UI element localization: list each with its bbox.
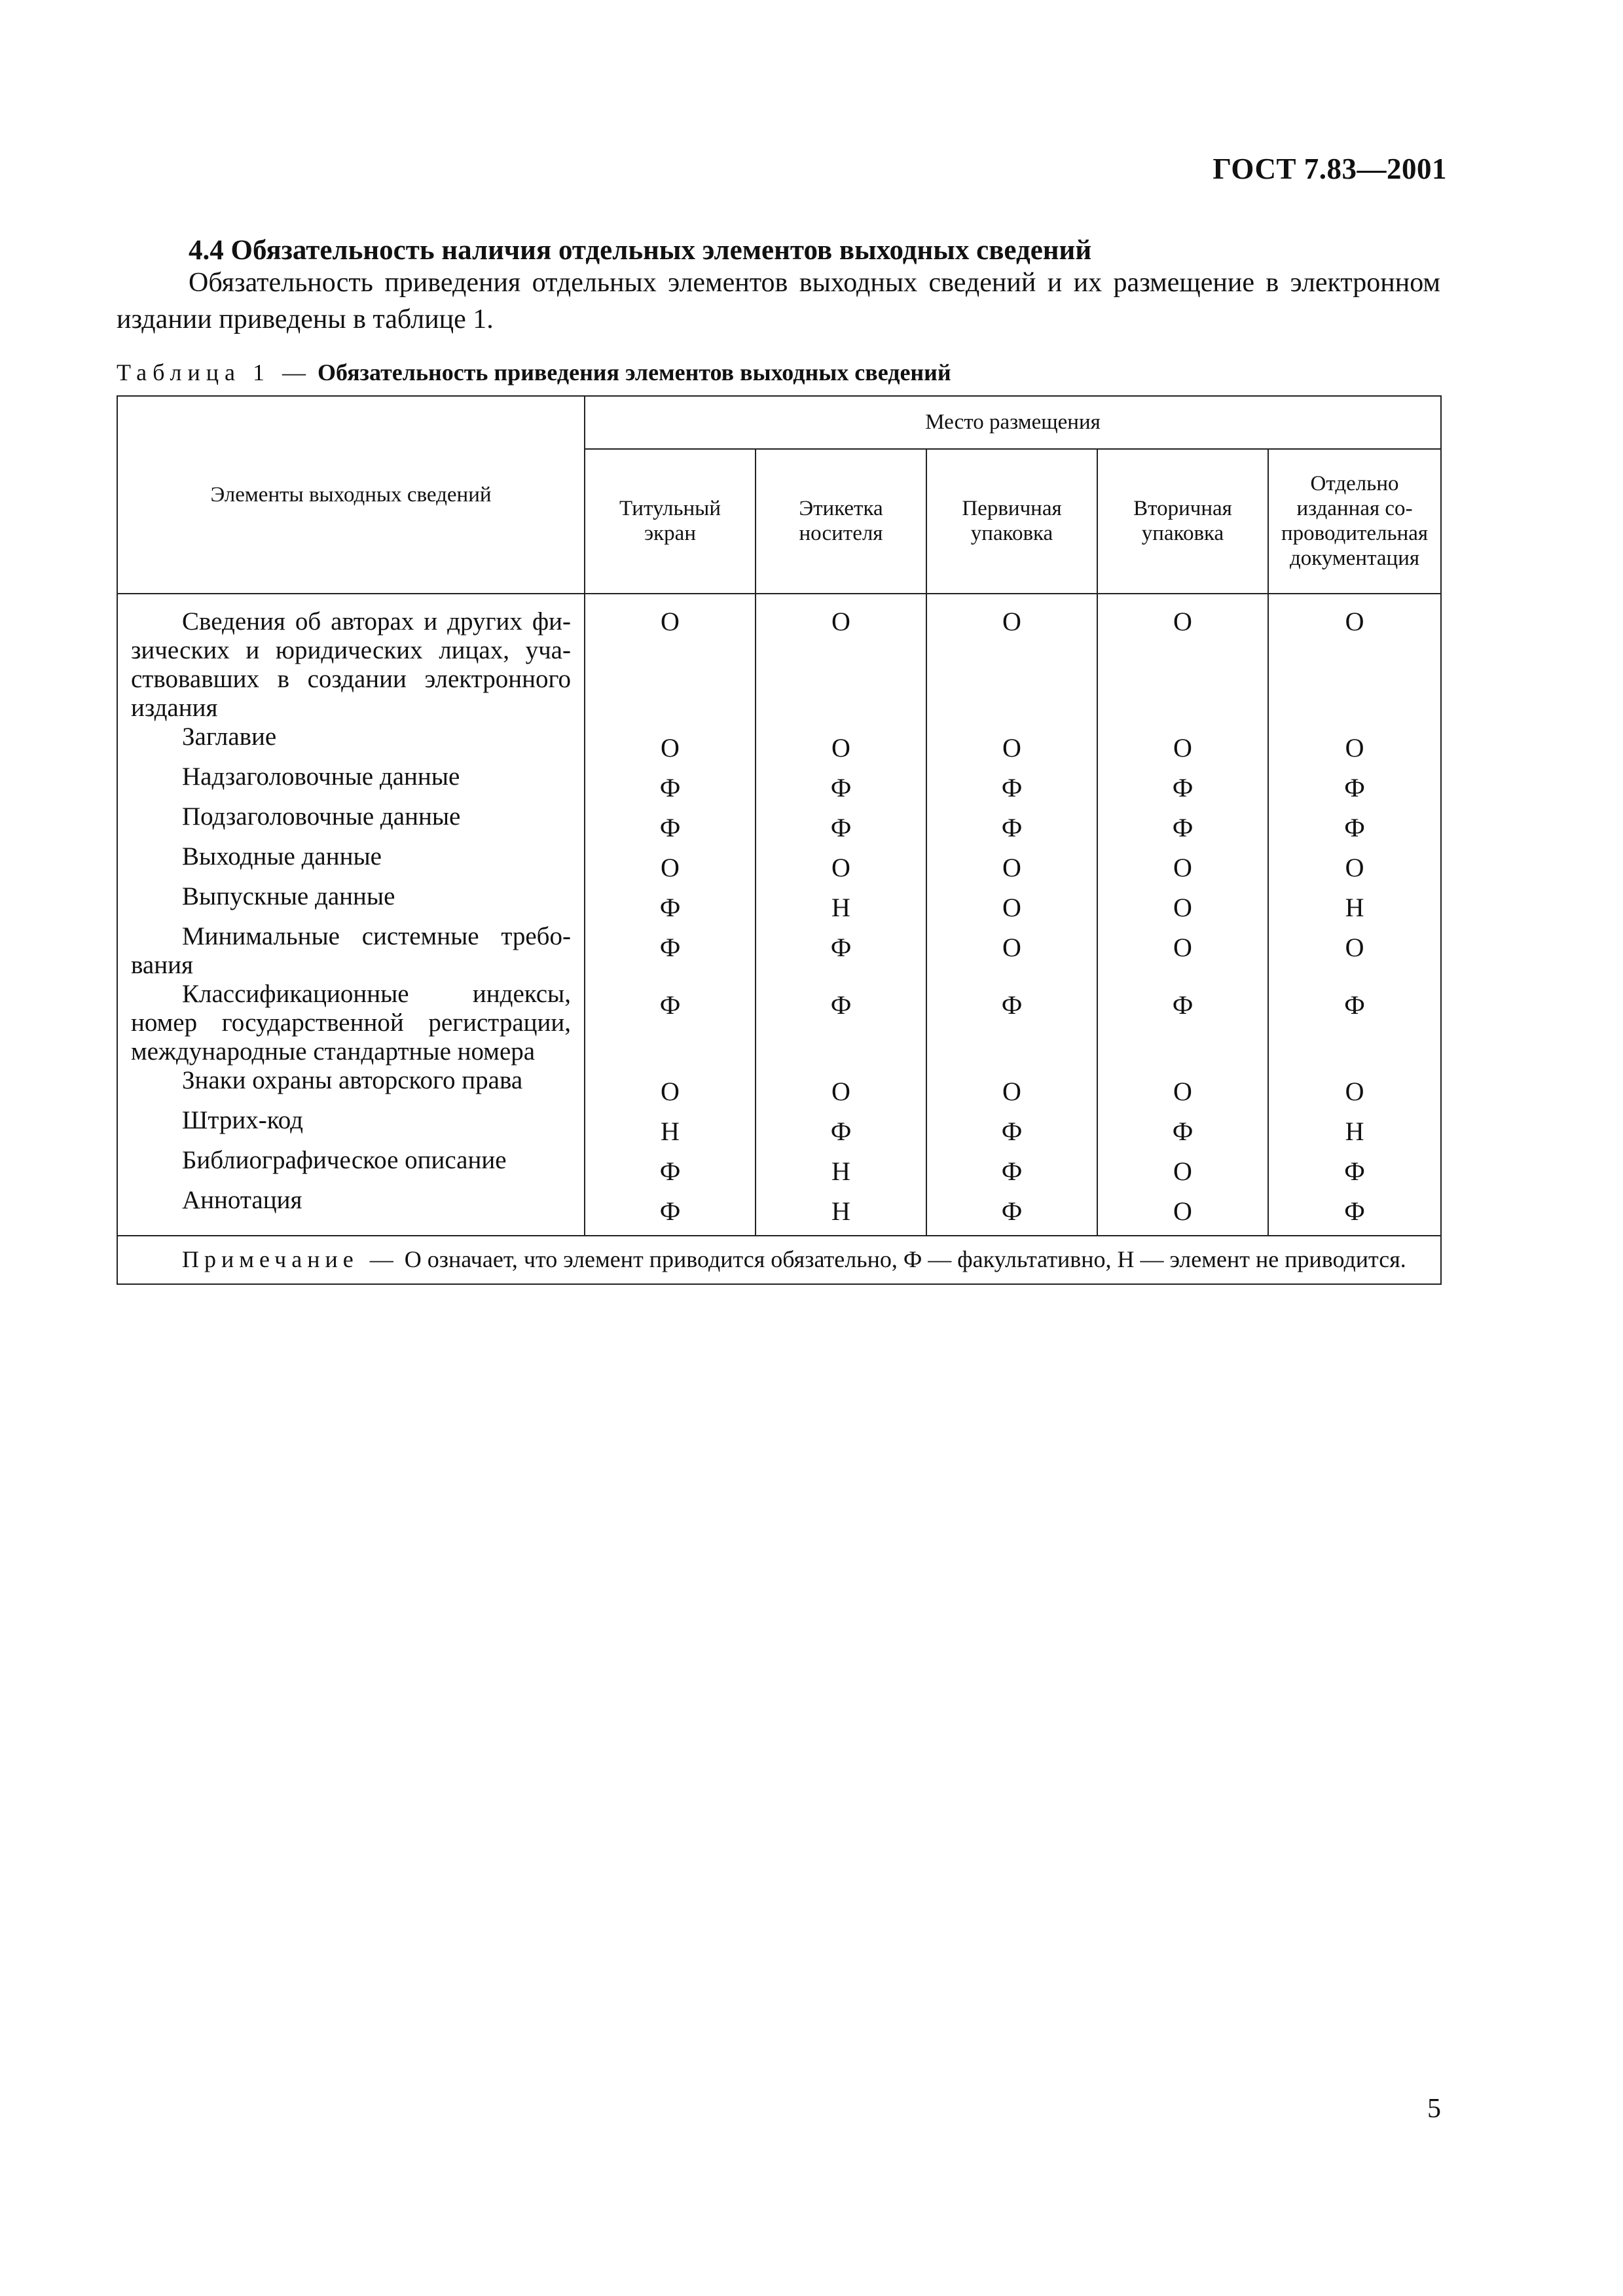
note-label: Примечание —: [182, 1246, 399, 1272]
cell-value: Ф: [1097, 980, 1268, 1066]
row-name: Надзаголовочные данные: [117, 762, 585, 802]
cell-value: О: [756, 1066, 926, 1106]
cell-value: О: [1097, 842, 1268, 882]
row-name: Выпускные данные: [117, 882, 585, 922]
table-row: [117, 1186, 1441, 1236]
table-row: [117, 842, 1441, 882]
table-row: [117, 1106, 1441, 1146]
table-row: [117, 594, 1441, 723]
cell-value: Ф: [926, 762, 1097, 802]
column-header-separate-docs: Отдельно изданная сопроводительная документация: [1268, 449, 1441, 594]
table-caption: [117, 357, 951, 387]
cell-value: Ф: [926, 1146, 1097, 1186]
table-note-row: [117, 1236, 1441, 1284]
cell-value: О: [926, 922, 1097, 980]
row-name: Выходные данные: [117, 842, 585, 882]
cell-value: Ф: [1097, 802, 1268, 842]
cell-value: Ф: [1097, 762, 1268, 802]
cell-value: Н: [756, 882, 926, 922]
cell-value: О: [1097, 594, 1268, 723]
cell-value: Ф: [926, 980, 1097, 1066]
cell-value: Ф: [585, 980, 756, 1066]
column-header-primary-package: Первичная упаковка: [926, 449, 1097, 594]
cell-value: Ф: [585, 922, 756, 980]
table-body: [117, 594, 1441, 1236]
cell-value: О: [756, 723, 926, 762]
cell-value: Ф: [756, 922, 926, 980]
cell-value: О: [1268, 1066, 1441, 1106]
cell-value: Ф: [585, 802, 756, 842]
table-caption-title: Обязательность приведения элементов выходных сведений: [317, 359, 951, 386]
row-name: Классификационные индексы, номер государственной регистрации, международные стандартные номера: [117, 980, 585, 1066]
column-header-media-label: Этикетка носителя: [756, 449, 926, 594]
cell-value: О: [926, 594, 1097, 723]
cell-value: Ф: [1268, 1146, 1441, 1186]
cell-value: О: [1097, 1146, 1268, 1186]
header-elements: Элементы выходных сведений: [117, 396, 585, 594]
table-caption-label: Таблица 1 —: [117, 359, 312, 386]
cell-value: О: [1097, 882, 1268, 922]
cell-value: О: [1268, 594, 1441, 723]
cell-value: Ф: [585, 1186, 756, 1236]
table-row: [117, 802, 1441, 842]
cell-value: Ф: [585, 882, 756, 922]
row-name: Знаки охраны авторского права: [117, 1066, 585, 1106]
cell-value: О: [1097, 922, 1268, 980]
cell-value: О: [1268, 842, 1441, 882]
section-paragraph: Обязательность приведения отдельных элементов выходных сведений и их размещение в электронном издании приведены в таблице 1.: [117, 268, 1440, 334]
cell-value: Ф: [1268, 762, 1441, 802]
cell-value: Ф: [1268, 802, 1441, 842]
cell-value: Ф: [756, 802, 926, 842]
cell-value: О: [1268, 922, 1441, 980]
cell-value: Н: [756, 1146, 926, 1186]
row-name: Штрих-код: [117, 1106, 585, 1146]
standard-code: ГОСТ 7.83—2001: [1213, 152, 1447, 185]
requirements-table: [117, 395, 1442, 1285]
row-name: Подзаголовочные данные: [117, 802, 585, 842]
cell-value: Ф: [926, 802, 1097, 842]
cell-value: О: [926, 1066, 1097, 1106]
table-row: [117, 980, 1441, 1066]
cell-value: О: [926, 723, 1097, 762]
cell-value: Н: [1268, 1106, 1441, 1146]
page-number: 5: [1427, 2094, 1441, 2124]
cell-value: Ф: [756, 980, 926, 1066]
cell-value: О: [585, 1066, 756, 1106]
header-placement: Место размещения: [585, 396, 1441, 449]
cell-value: Н: [1268, 882, 1441, 922]
section-heading: 4.4 Обязательность наличия отдельных элементов выходных сведений: [189, 235, 1092, 266]
cell-value: О: [1097, 1066, 1268, 1106]
row-name: Библиографическое описание: [117, 1146, 585, 1186]
cell-value: О: [756, 594, 926, 723]
cell-value: О: [1097, 723, 1268, 762]
cell-value: Ф: [926, 1186, 1097, 1236]
table-row: [117, 922, 1441, 980]
cell-value: Ф: [756, 762, 926, 802]
table-note: [117, 1236, 1441, 1284]
cell-value: Ф: [1268, 1186, 1441, 1236]
row-name: Заглавие: [117, 723, 585, 762]
cell-value: О: [926, 842, 1097, 882]
cell-value: Ф: [585, 762, 756, 802]
cell-value: Н: [585, 1106, 756, 1146]
row-name: Аннотация: [117, 1186, 585, 1236]
cell-value: Ф: [585, 1146, 756, 1186]
cell-value: Ф: [926, 1106, 1097, 1146]
cell-value: Н: [756, 1186, 926, 1236]
cell-value: О: [756, 842, 926, 882]
cell-value: О: [585, 594, 756, 723]
table-row: [117, 882, 1441, 922]
column-header-secondary-package: Вторичная упаковка: [1097, 449, 1268, 594]
cell-value: О: [926, 882, 1097, 922]
column-header-title-screen: Титульный экран: [585, 449, 756, 594]
table-row: [117, 762, 1441, 802]
row-name: Минимальные системные требования: [117, 922, 585, 980]
cell-value: О: [585, 842, 756, 882]
table-row: [117, 723, 1441, 762]
note-text: О означает, что элемент приводится обязательно, Ф — факультативно, Н — элемент не приводится.: [398, 1246, 1406, 1272]
cell-value: Ф: [1268, 980, 1441, 1066]
cell-value: О: [1268, 723, 1441, 762]
cell-value: Ф: [756, 1106, 926, 1146]
table-row: [117, 1066, 1441, 1106]
table-row: [117, 1146, 1441, 1186]
cell-value: О: [1097, 1186, 1268, 1236]
cell-value: Ф: [1097, 1106, 1268, 1146]
cell-value: О: [585, 723, 756, 762]
row-name: Сведения об авторах и других физических и юридических лицах, участвовавших в создании электронного издания: [117, 594, 585, 723]
